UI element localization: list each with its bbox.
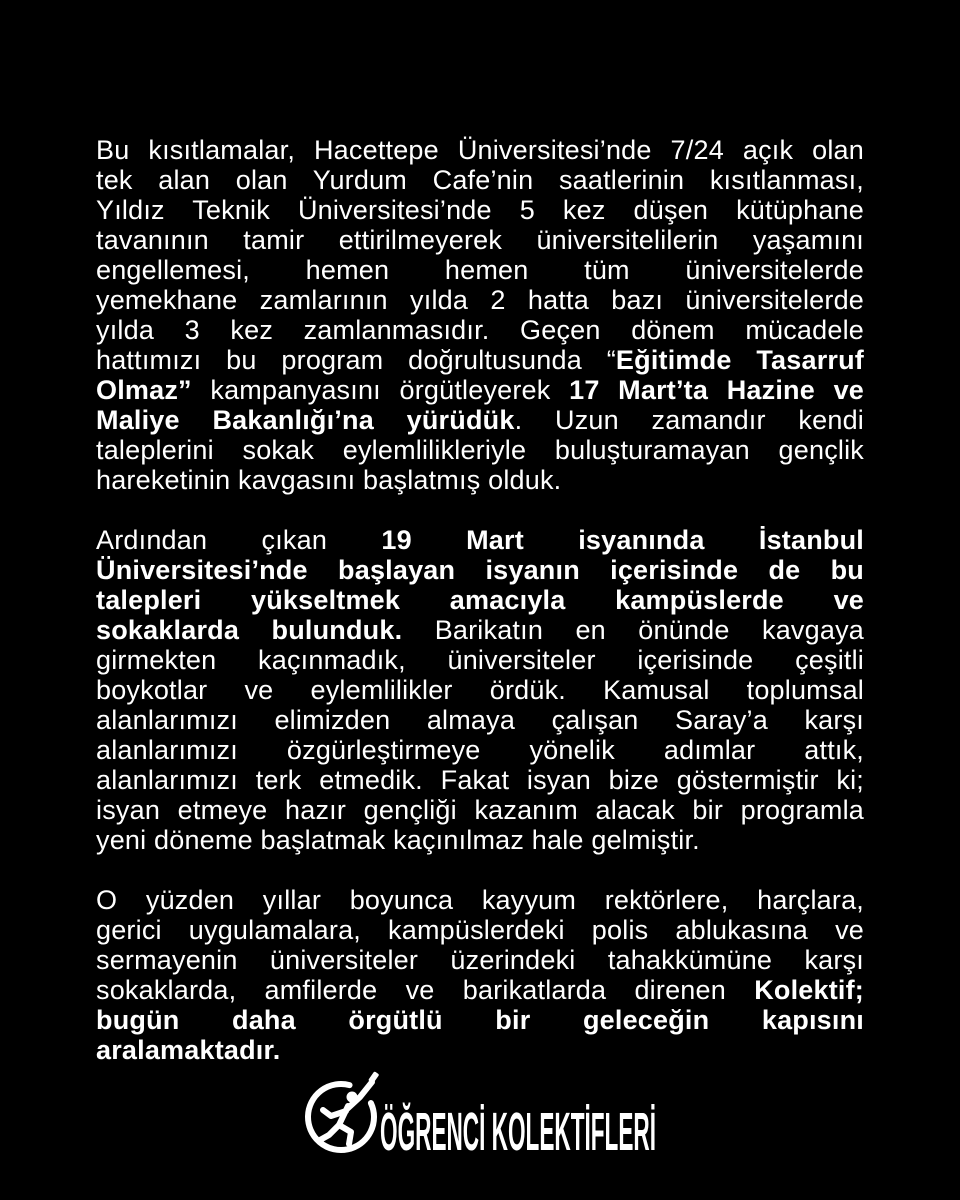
bold-text: aralamaktadır. bbox=[96, 1035, 281, 1065]
body-text bbox=[96, 135, 864, 1065]
text-line bbox=[96, 825, 864, 855]
text-line bbox=[96, 615, 864, 645]
bold-text: Maliye Bakanlığı’na yürüdük bbox=[96, 405, 515, 435]
logo-wordmark: ÖĞRENCİ KOLEKTİFLERİ bbox=[380, 1102, 656, 1160]
text-line bbox=[96, 405, 864, 435]
text-run: yemekhane zamlarının yılda 2 hatta bazı üniversitelerde bbox=[96, 285, 864, 315]
text-line bbox=[96, 645, 864, 675]
text-run: alanlarımızı terk etmedik. Fakat isyan bize göstermiştir ki; bbox=[96, 765, 864, 795]
text-line bbox=[96, 795, 864, 825]
text-line bbox=[96, 705, 864, 735]
text-line bbox=[96, 225, 864, 255]
bold-text: Üniversitesi’nde başlayan isyanın içerisinde de bu bbox=[96, 555, 864, 585]
text-line bbox=[96, 465, 864, 495]
text-run: tavanının tamir ettirilmeyerek üniversitelilerin yaşamını bbox=[96, 225, 864, 255]
text-line bbox=[96, 435, 864, 465]
text-run: Yıldız Teknik Üniversitesi’nde 5 kez düşen kütüphane bbox=[96, 195, 864, 225]
text-line bbox=[96, 255, 864, 285]
text-run: isyan etmeye hazır gençliği kazanım alacak bir programla bbox=[96, 795, 864, 825]
bold-text: Kolektif; bbox=[754, 975, 864, 1005]
text-run: girmekten kaçınmadık, üniversiteler içerisinde çeşitli bbox=[96, 645, 864, 675]
text-run: O yüzden yıllar boyunca kayyum rektörlere, harçlara, bbox=[96, 885, 864, 915]
text-line bbox=[96, 735, 864, 765]
text-line bbox=[96, 315, 864, 345]
text-run: Ardından çıkan bbox=[96, 525, 382, 555]
text-line bbox=[96, 975, 864, 1005]
text-line bbox=[96, 1005, 864, 1035]
paragraph-2 bbox=[96, 525, 864, 855]
text-line bbox=[96, 525, 864, 555]
text-run: alanlarımızı özgürleştirmeye yönelik adımlar attık, bbox=[96, 735, 864, 765]
text-run: kampanyasını örgütleyerek bbox=[191, 375, 570, 405]
text-run: taleplerini sokak eylemlilikleriyle buluşturamayan gençlik bbox=[96, 435, 864, 465]
logo-emblem bbox=[308, 1071, 379, 1150]
bold-text: bugün daha örgütlü bir geleceğin kapısını bbox=[96, 1005, 864, 1035]
organization-logo bbox=[300, 1068, 660, 1160]
text-line bbox=[96, 555, 864, 585]
text-run: sermayenin üniversiteler üzerindeki tahakkümüne karşı bbox=[96, 945, 864, 975]
text-line bbox=[96, 915, 864, 945]
text-line bbox=[96, 1035, 864, 1065]
bold-text: Eğitimde Tasarruf bbox=[615, 345, 864, 375]
bold-text: 19 Mart isyanında İstanbul bbox=[381, 525, 864, 555]
text-line bbox=[96, 765, 864, 795]
text-run: tek alan olan Yurdum Cafe’nin saatlerinin kısıtlanması, bbox=[96, 165, 864, 195]
paragraph-1 bbox=[96, 135, 864, 495]
text-line bbox=[96, 135, 864, 165]
text-line bbox=[96, 285, 864, 315]
text-line bbox=[96, 375, 864, 405]
text-run: yeni döneme başlatmak kaçınılmaz hale gelmiştir. bbox=[96, 825, 700, 855]
text-line bbox=[96, 345, 864, 375]
text-line bbox=[96, 165, 864, 195]
text-run: yılda 3 kez zamlanmasıdır. Geçen dönem mücadele bbox=[96, 315, 864, 345]
text-run: Barikatın en önünde kavgaya bbox=[402, 615, 864, 645]
text-line bbox=[96, 585, 864, 615]
paragraph-3 bbox=[96, 885, 864, 1065]
text-run: alanlarımızı elimizden almaya çalışan Saray’a karşı bbox=[96, 705, 864, 735]
bold-text: Olmaz” bbox=[96, 375, 192, 405]
text-line bbox=[96, 675, 864, 705]
text-run: hattımızı bu program doğrultusunda “ bbox=[96, 345, 616, 375]
bold-text: 17 Mart’ta Hazine ve bbox=[569, 375, 865, 405]
text-line bbox=[96, 945, 864, 975]
bold-text: talepleri yükseltmek amacıyla kampüslerde ve bbox=[96, 585, 864, 615]
text-run: . Uzun zamandır kendi bbox=[514, 405, 864, 435]
text-run: sokaklarda, amfilerde ve barikatlarda direnen bbox=[96, 975, 755, 1005]
text-run: hareketinin kavgasını başlatmış olduk. bbox=[96, 465, 562, 495]
text-line bbox=[96, 195, 864, 225]
text-run: Bu kısıtlamalar, Hacettepe Üniversitesi’nde 7/24 açık olan bbox=[96, 135, 864, 165]
text-run: gerici uygulamalara, kampüslerdeki polis ablukasına ve bbox=[96, 915, 864, 945]
bold-text: sokaklarda bulunduk. bbox=[96, 615, 403, 645]
text-line bbox=[96, 885, 864, 915]
text-run: boykotlar ve eylemlilikler ördük. Kamusal toplumsal bbox=[96, 675, 864, 705]
text-run: engellemesi, hemen hemen tüm üniversitelerde bbox=[96, 255, 864, 285]
